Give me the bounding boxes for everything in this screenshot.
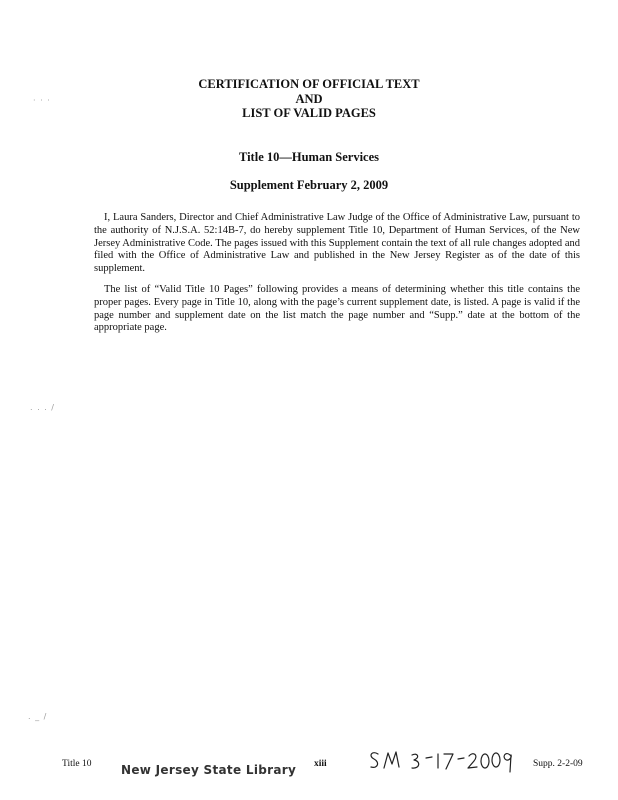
scan-margin-mark: . _ / bbox=[28, 712, 48, 721]
certification-header bbox=[0, 77, 618, 121]
title-heading: Title 10—Human Services bbox=[238, 150, 380, 164]
footer-title: Title 10 bbox=[62, 759, 92, 769]
library-stamp: New Jersey State Library bbox=[121, 763, 297, 777]
footer-supplement-date: Supp. 2-2-09 bbox=[533, 759, 583, 769]
header-line-3: LIST OF VALID PAGES bbox=[242, 106, 376, 120]
handwritten-annotation bbox=[368, 746, 528, 776]
header-line-2: AND bbox=[295, 91, 323, 106]
scan-margin-mark: · · · bbox=[33, 96, 51, 105]
scan-margin-mark: . . . / bbox=[30, 403, 55, 412]
header-line-1: CERTIFICATION OF OFFICIAL TEXT bbox=[198, 77, 420, 91]
body-paragraph-2: The list of “Valid Title 10 Pages” following provides a means of determining whether this title contains the proper pages. Every page in Title 10, along with the page’s current supplement date, is listed. A page is valid if the page number and supplement date on the list match the page number and “Supp.” date at the bottom of the appropriate page. bbox=[94, 284, 580, 334]
supplement-heading: Supplement February 2, 2009 bbox=[229, 178, 389, 192]
body-paragraph-1: I, Laura Sanders, Director and Chief Administrative Law Judge of the Office of Administrative Law, pursuant to the authority of N.J.S.A. 52:14B-7, do hereby supplement Title 10, Department of Human Services, of the New Jersey Administrative Code. The pages issued with this Supplement contain the text of all rule changes adopted and filed with the Office of Administrative Law and published in the New Jersey Register as of the date of this supplement. bbox=[94, 212, 580, 275]
page-number: xiii bbox=[314, 759, 327, 769]
